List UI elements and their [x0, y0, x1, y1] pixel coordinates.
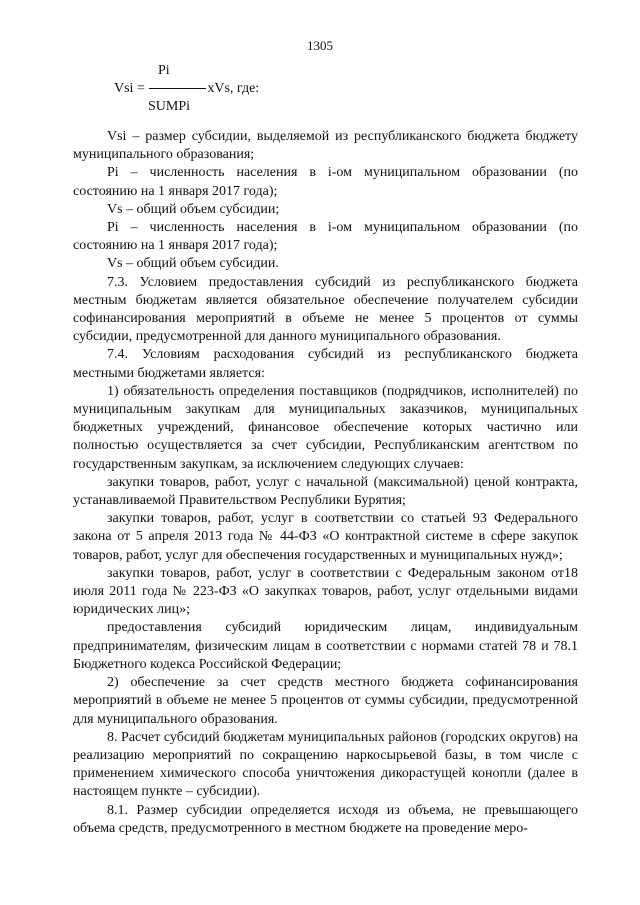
- paragraph: 8. Расчет субсидий бюджетам муниципальных районов (городских округов) на реализацию мероприятий по сокращению наркосырьевой базы, в том числе с применением химического способа уничтожения дикорастущей конопли (далее в настоящем пункте – субсидии).: [73, 729, 578, 800]
- page-number: 1305: [307, 38, 333, 53]
- paragraph: 1) обязательность определения поставщиков (подрядчиков, исполнителей) по муниципальным закупкам для муниципальных заказчиков, муниципальных бюджетных учреждений, финансовое обеспечение которых частично или полностью осуществляется за счет субсидии, Республиканским агентством по государственным закупкам, за исключением следующих случаев:: [73, 383, 578, 472]
- formula-numerator: Pi: [158, 63, 170, 78]
- formula-line: [114, 80, 259, 98]
- paragraph: Vs – общий объем субсидии;: [107, 201, 280, 217]
- paragraph: Vs – общий объем субсидии.: [107, 256, 279, 272]
- paragraph: Pi – численность населения в i-ом муниципальном образовании (по состоянию на 1 января 2017 года);: [73, 220, 578, 254]
- paragraph: закупки товаров, работ, услуг в соответствии со статьей 93 Федерального закона от 5 апреля 2013 года № 44-ФЗ «О контрактной системе в сфере закупок товаров, работ, услуг для обеспечения государственных и муниципальных нужд»;: [73, 511, 578, 563]
- paragraph: предоставления субсидий юридическим лицам, индивидуальным предпринимателям, физическим лицам в соответствии с нормами статей 78 и 78.1 Бюджетного кодекса Российской Федерации;: [73, 620, 578, 672]
- paragraph: 2) обеспечение за счет средств местного бюджета софинансирования мероприятий в объеме не менее 5 процентов от суммы субсидии, предусмотренной для муниципального образования.: [73, 675, 578, 727]
- document-body: [73, 128, 578, 838]
- paragraph: закупки товаров, работ, услуг в соответствии с Федеральным законом от18 июля 2011 года № 223-ФЗ «О закупках товаров, работ, услуг отдельными видами юридических лиц»;: [73, 565, 578, 618]
- paragraph: Pi – численность населения в i-ом муниципальном образовании (по состоянию на 1 января 2017 года);: [73, 165, 578, 199]
- paragraph: 7.3. Условием предоставления субсидий из республиканского бюджета местным бюджетам является обязательное обеспечение получателем субсидии софинансирования мероприятий в объеме не менее 5 процентов от суммы субсидии, предусмотренной для данного муниципального образования.: [73, 274, 578, 345]
- paragraph: закупки товаров, работ, услуг с начальной (максимальной) ценой контракта, устанавливаемой Правительством Республики Бурятия;: [73, 474, 578, 509]
- paragraph: 7.4. Условиям расходования субсидий из республиканского бюджета местными бюджетами является:: [73, 347, 578, 381]
- formula-lhs: Vsi =: [114, 81, 145, 96]
- formula-rhs: xVs, где:: [207, 81, 260, 96]
- paragraph: Vsi – размер субсидии, выделяемой из республиканского бюджета бюджету муниципального образования;: [73, 129, 578, 163]
- paragraph: 8.1. Размер субсидии определяется исходя из объема, не превышающего объема средств, предусмотренного в местном бюджете на проведение меро-: [73, 802, 578, 836]
- fraction-bar: [149, 88, 206, 89]
- formula-denominator: SUMPi: [148, 99, 191, 114]
